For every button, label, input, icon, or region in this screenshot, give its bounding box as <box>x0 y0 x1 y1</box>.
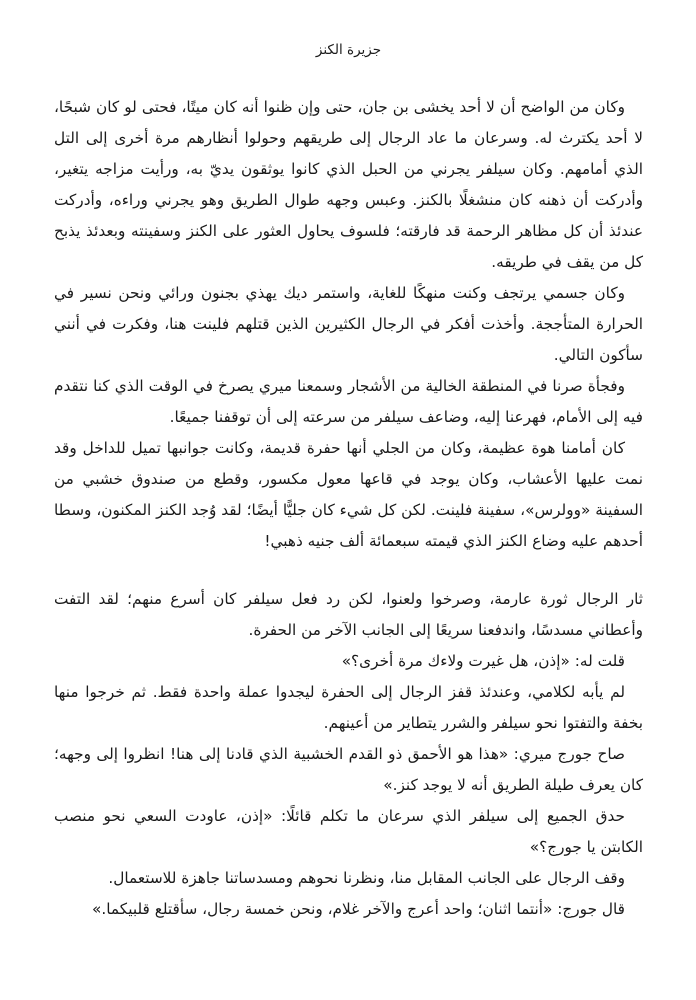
paragraph: وفجأة صرنا في المنطقة الخالية من الأشجار وسمعنا ميري يصرخ في الوقت الذي كنا نتقدم فيه إلى الأمام، فهرعنا إليه، وضاعف سيلفر من سرعته إلى أن توقفنا جميعًا. <box>54 377 643 426</box>
paragraph: لم يأبه لكلامي، وعندئذ قفز الرجال إلى الحفرة ليجدوا عملة واحدة فقط. ثم خرجوا منها بخفة والتفتوا نحو سيلفر والشرر يتطاير من أعينهم. <box>54 683 643 732</box>
running-header-title: جزيرة الكنز <box>315 42 382 58</box>
paragraph: وقف الرجال على الجانب المقابل منا، ونظرنا نحوهم ومسدساتنا جاهزة للاستعمال. <box>108 869 625 887</box>
paragraph: حدق الجميع إلى سيلفر الذي سرعان ما تكلم قائلًا: «إذن، عاودت السعي نحو منصب الكابتن يا جورج؟» <box>54 807 643 856</box>
paragraph: كان أمامنا هوة عظيمة، وكان من الجلي أنها حفرة قديمة، وكانت جوانبها تميل للداخل وقد نمت عليها الأعشاب، وكان يوجد في قاعها معول مكسور، وقطع من صندوق خشبي من السفينة «وولرس»، سفينة فلينت. لكن كل شيء كان جليًّا أيضًا؛ لقد وُجد الكنز المكنون، وسطا أحدهم عليه وضاع الكنز الذي قيمته سبعمائة ألف جنيه ذهبي! <box>54 439 643 550</box>
paragraph: قال جورج: «أنتما اثنان؛ واحد أعرج والآخر غلام، ونحن خمسة رجال، سأقتلع قلبيكما.» <box>92 900 625 918</box>
paragraph: ثار الرجال ثورة عارمة، وصرخوا ولعنوا، لكن رد فعل سيلفر كان أسرع منهم؛ لقد التفت وأعطاني مسدسًا، واندفعنا سريعًا إلى الجانب الآخر من الحفرة. <box>54 590 643 639</box>
paragraph: صاح جورج ميري: «هذا هو الأحمق ذو القدم الخشبية الذي قادنا إلى هنا! انظروا إلى وجهه؛ كان يعرف طيلة الطريق أنه لا يوجد كنز.» <box>54 745 643 794</box>
paragraph: قلت له: «إذن، هل غيرت ولاءك مرة أخرى؟» <box>341 652 625 670</box>
paragraph: وكان جسمي يرتجف وكنت منهكًا للغاية، واستمر ديك يهذي بجنون ورائي ونحن نسير في الحرارة المتأججة. وأخذت أفكر في الرجال الكثيرين الذين قتلهم فلينت هنا، وفكرت في أنني سأكون التالي. <box>54 284 643 364</box>
paragraph: وكان من الواضح أن لا أحد يخشى بن جان، حتى وإن ظنوا أنه كان ميتًا، فحتى لو كان شبحًا، لا أحد يكترث له. وسرعان ما عاد الرجال إلى طريقهم وحولوا أنظارهم مرة أخرى إلى التل الذي أمامهم. وكان سيلفر يجرني من الحبل الذي كانوا يوثقون يديّ به، ورأيت مزاجه يتغير، وأدركت أن ذهنه كان منشغلًا بالكنز. وعبس وجهه طوال الطريق وهو يجرني وراءه، وأدركت عندئذ أن كل مظاهر الرحمة قد فارقته؛ فلسوف يحاول العثور على الكنز وسفينته وبعدئذ يذبح كل من يقف في طريقه. <box>54 98 643 271</box>
